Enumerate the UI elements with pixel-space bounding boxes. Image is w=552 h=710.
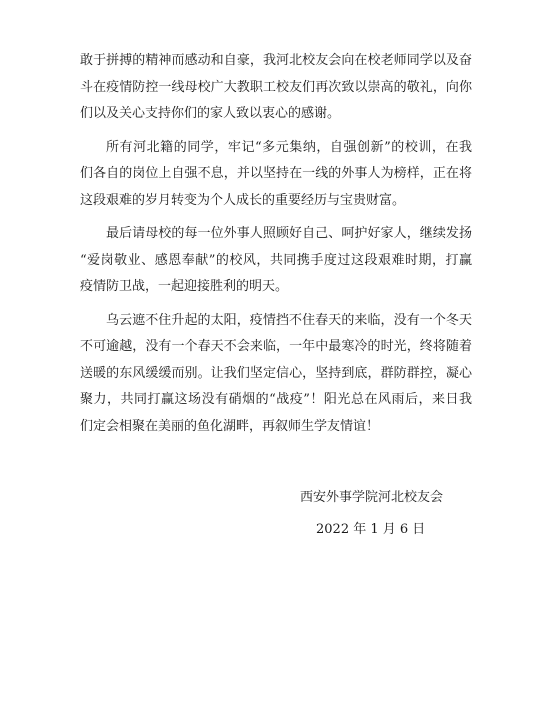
text-line: 敢于拼搏的精神而感动和自豪，我河北校友会向在校老师同学以及奋 [80, 53, 472, 68]
paragraph-1 [80, 48, 472, 128]
text-line: 所有河北籍的同学，牢记“多元集纳，自强创新”的校训，在我 [106, 139, 472, 155]
text-line: 最后请母校的每一位外事人照顾好自己、呵护好家人，继续发扬 [106, 226, 472, 241]
paragraph-2 [80, 135, 472, 215]
signature-date: 2022 年 1 月 6 日 [316, 522, 426, 537]
text-line: 聚力，共同打赢这场没有硝烟的“战疫”！阳光总在风雨后，来日我 [80, 392, 472, 407]
text-line: 们各自的岗位上自强不息，并以坚持在一线的外事人为榜样，正在将 [80, 166, 472, 181]
letter-body [80, 48, 472, 447]
text-line: 们以及关心支持你们的家人致以衷心的感谢。 [80, 106, 341, 121]
text-line: 斗在疫情防控一线母校广大教职工校友们再次致以崇高的敬礼，向你 [80, 79, 472, 95]
signature-organization: 西安外事学院河北校友会 [300, 490, 444, 505]
paragraph-3 [80, 221, 472, 301]
text-line: 疫情防卫战，一起迎接胜利的明天。 [80, 279, 289, 294]
paragraph-4 [80, 308, 472, 441]
text-line: 送暖的东风缓缓而别。让我们坚定信心，坚持到底，群防群控，凝心 [80, 365, 472, 381]
text-line: “爱岗敬业、感恩奉献”的校风，共同携手度过这段艰难时期，打赢 [80, 252, 472, 268]
text-line: 们定会相聚在美丽的鱼化湖畔，再叙师生学友情谊！ [80, 418, 380, 434]
text-line: 不可逾越，没有一个春天不会来临，一年中最寒冷的时光，终将随着 [80, 339, 472, 354]
text-line: 乌云遮不住升起的太阳，疫情挡不住春天的来临，没有一个冬天 [106, 312, 472, 328]
text-line: 这段艰难的岁月转变为个人成长的重要经历与宝贵财富。 [80, 192, 406, 208]
